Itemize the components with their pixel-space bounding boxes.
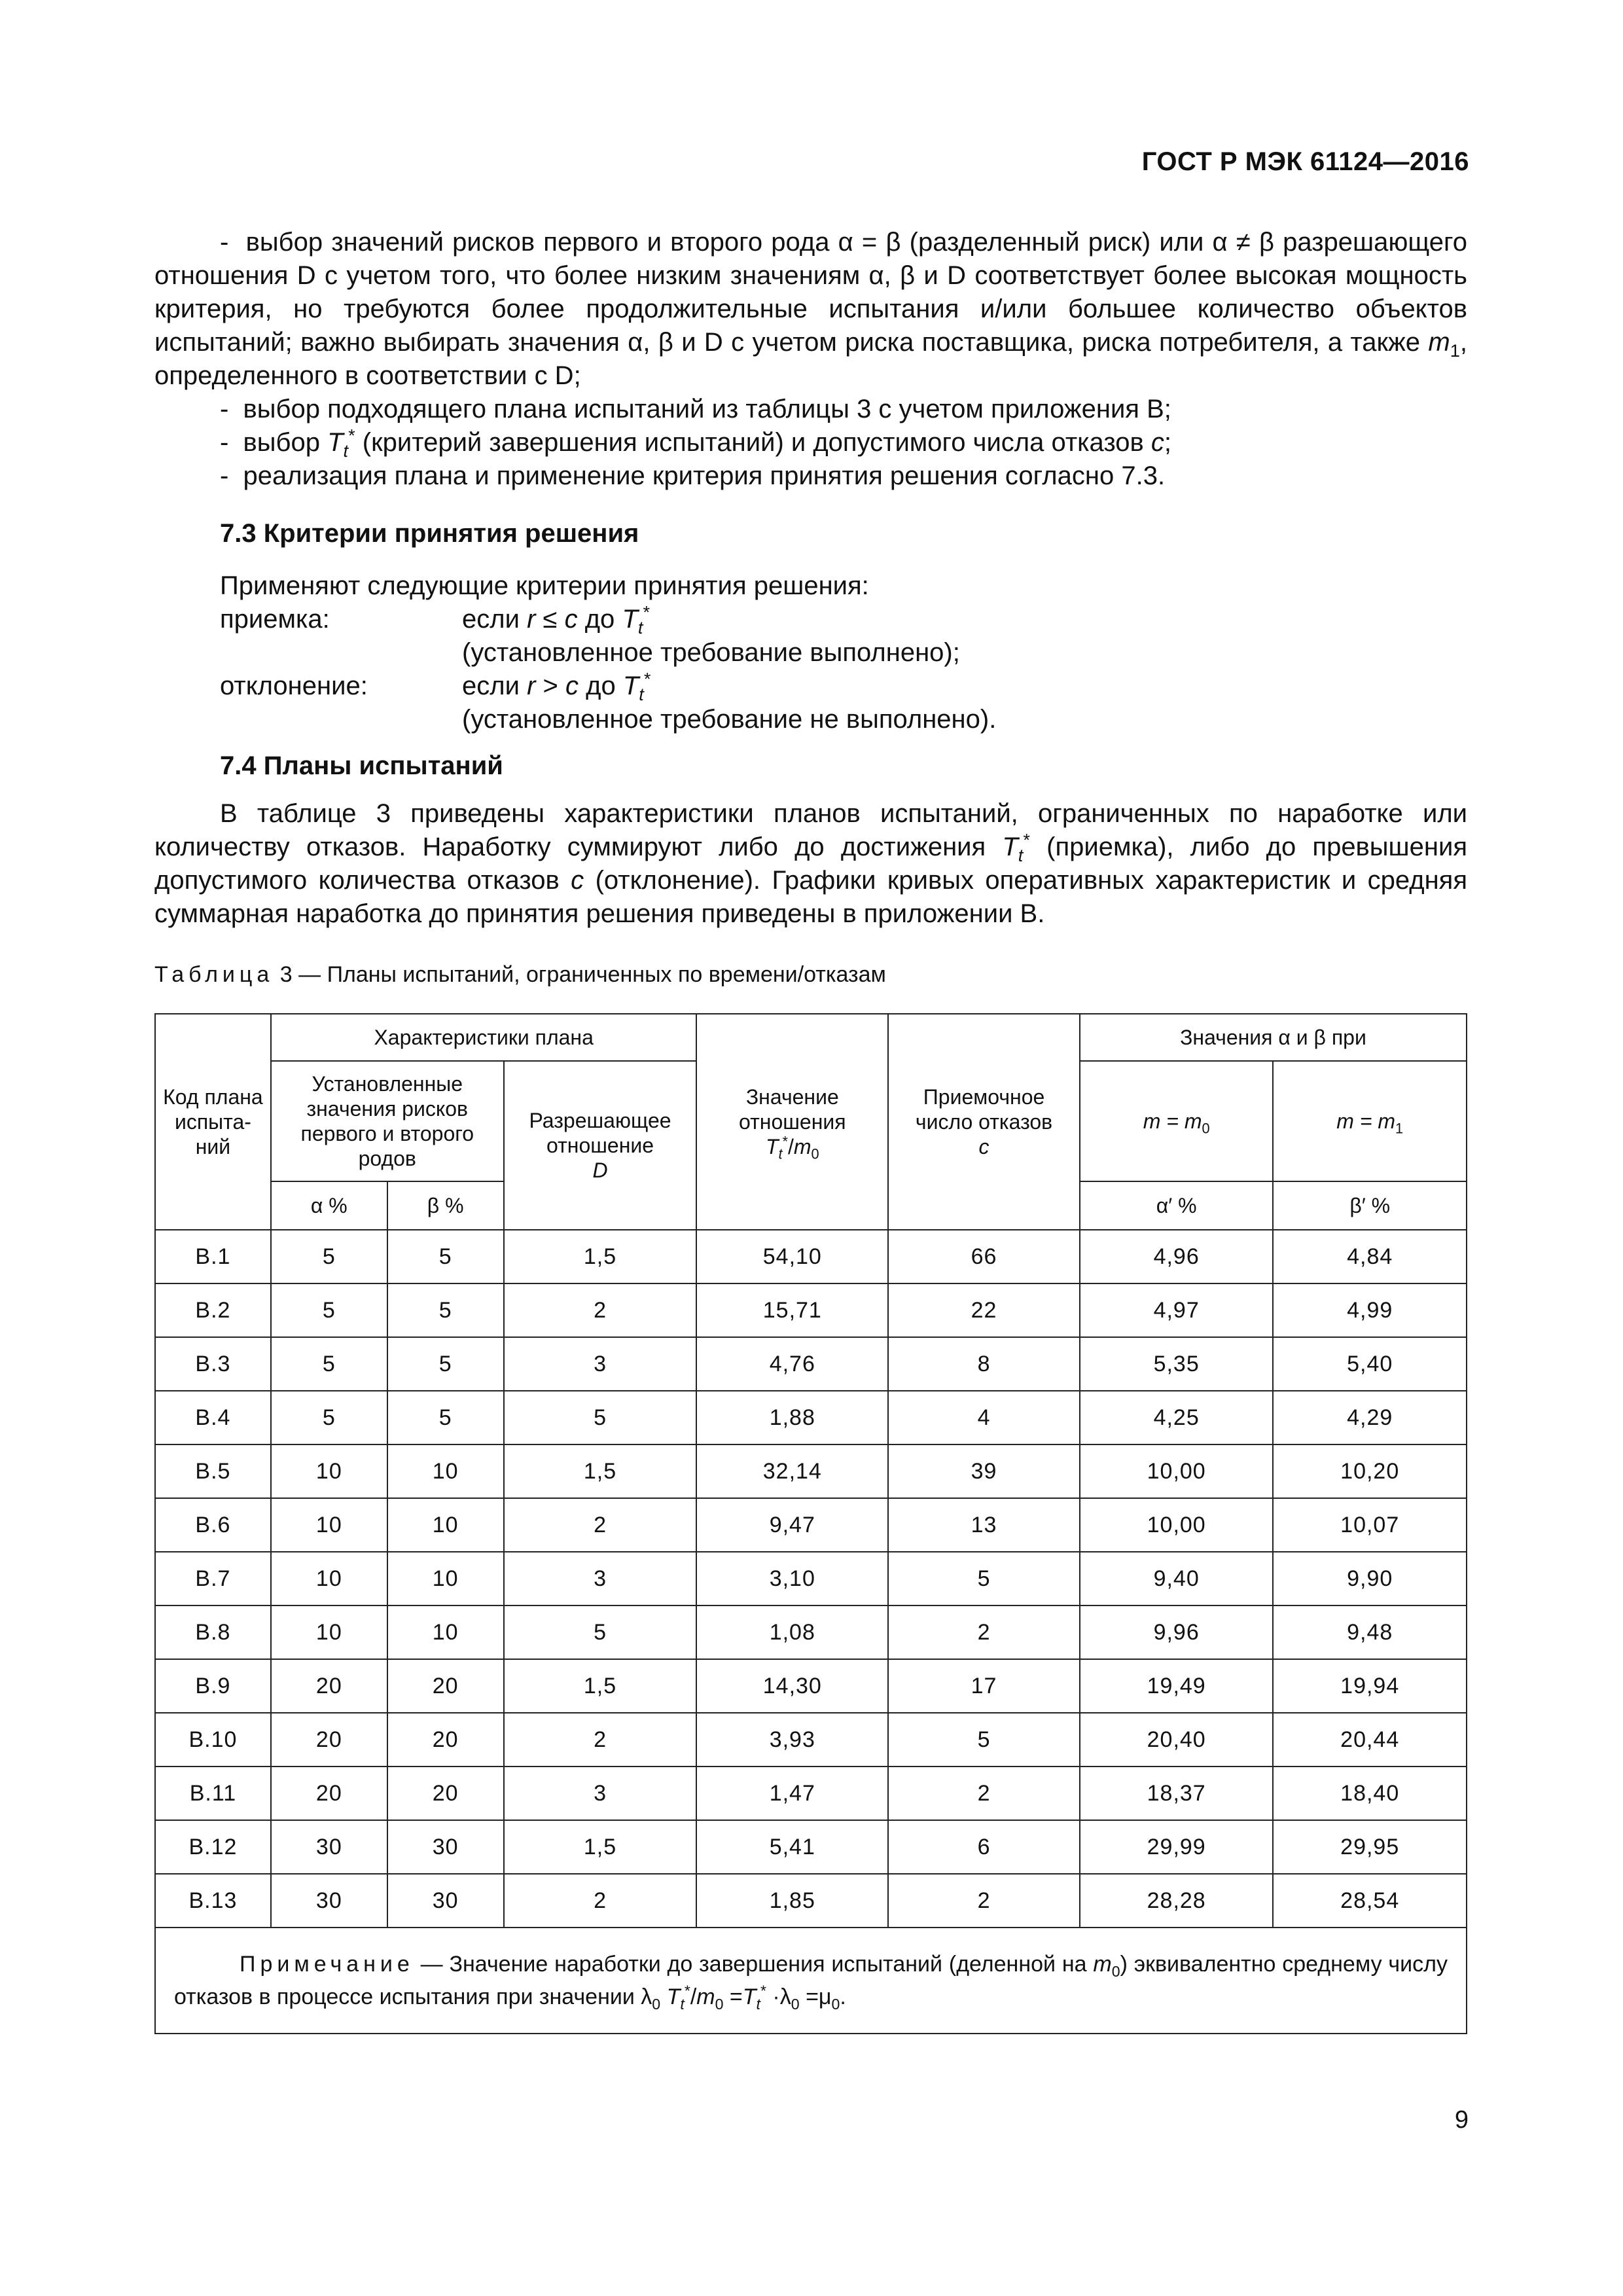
cell-ratio: 1,08 bbox=[696, 1605, 888, 1659]
table-row bbox=[155, 1230, 1467, 1283]
cell-discrimination-ratio: 3 bbox=[504, 1337, 697, 1391]
cell-beta-prime: 10,20 bbox=[1273, 1444, 1467, 1498]
cell-beta: 20 bbox=[387, 1713, 504, 1767]
cell-beta-prime: 5,40 bbox=[1273, 1337, 1467, 1391]
header-beta-prime: β′ % bbox=[1273, 1181, 1467, 1230]
cell-discrimination-ratio: 2 bbox=[504, 1713, 697, 1767]
cell-beta-prime: 10,07 bbox=[1273, 1498, 1467, 1552]
cell-plan-code: B.4 bbox=[155, 1391, 271, 1444]
cell-discrimination-ratio: 2 bbox=[504, 1283, 697, 1337]
cell-beta-prime: 19,94 bbox=[1273, 1659, 1467, 1713]
cell-alpha: 20 bbox=[271, 1713, 387, 1767]
criteria-intro: Применяют следующие критерии принятия решения: bbox=[220, 571, 869, 600]
criteria-reject-note: (установленное требование не выполнено). bbox=[462, 705, 997, 734]
cell-discrimination-ratio: 3 bbox=[504, 1552, 697, 1605]
cell-ratio: 54,10 bbox=[696, 1230, 888, 1283]
cell-alpha-prime: 4,25 bbox=[1080, 1391, 1274, 1444]
intro-item-2: - выбор подходящего плана испытаний из таблицы 3 с учетом приложения B; bbox=[220, 395, 1171, 423]
header-plan-characteristics: Характеристики плана bbox=[271, 1014, 697, 1061]
page-number: 9 bbox=[1454, 2106, 1469, 2134]
cell-beta: 5 bbox=[387, 1337, 504, 1391]
cell-plan-code: B.9 bbox=[155, 1659, 271, 1713]
cell-discrimination-ratio: 3 bbox=[504, 1767, 697, 1820]
cell-alpha: 30 bbox=[271, 1820, 387, 1874]
cell-acceptance-number: 2 bbox=[888, 1605, 1080, 1659]
intro-item-4: - реализация плана и применение критерия принятия решения согласно 7.3. bbox=[220, 461, 1166, 490]
intro-list bbox=[154, 226, 1467, 493]
criteria-accept: приемка: если r ≤ c до $T_t^*$ bbox=[220, 601, 651, 637]
table-caption: Таблица 3 — Планы испытаний, ограниченных по времени/отказам bbox=[154, 962, 886, 987]
cell-discrimination-ratio: 5 bbox=[504, 1391, 697, 1444]
cell-plan-code: B.7 bbox=[155, 1552, 271, 1605]
table-row bbox=[155, 1552, 1467, 1605]
header-discrimination-ratio: Разрешающее отношение D bbox=[504, 1061, 697, 1230]
header-alpha: α % bbox=[271, 1181, 387, 1230]
cell-alpha-prime: 9,96 bbox=[1080, 1605, 1274, 1659]
table-row bbox=[155, 1498, 1467, 1552]
cell-beta: 5 bbox=[387, 1230, 504, 1283]
cell-alpha: 5 bbox=[271, 1391, 387, 1444]
cell-beta-prime: 9,48 bbox=[1273, 1605, 1467, 1659]
cell-plan-code: B.5 bbox=[155, 1444, 271, 1498]
cell-beta-prime: 29,95 bbox=[1273, 1820, 1467, 1874]
header-alpha-prime: α′ % bbox=[1080, 1181, 1274, 1230]
table-row bbox=[155, 1391, 1467, 1444]
test-plans-table bbox=[154, 1013, 1467, 2034]
cell-beta: 10 bbox=[387, 1605, 504, 1659]
cell-plan-code: B.3 bbox=[155, 1337, 271, 1391]
cell-discrimination-ratio: 1,5 bbox=[504, 1444, 697, 1498]
cell-beta-prime: 4,29 bbox=[1273, 1391, 1467, 1444]
cell-acceptance-number: 2 bbox=[888, 1767, 1080, 1820]
section-7-3-heading: 7.3 Критерии принятия решения bbox=[220, 519, 639, 548]
cell-discrimination-ratio: 1,5 bbox=[504, 1230, 697, 1283]
cell-alpha: 5 bbox=[271, 1230, 387, 1283]
cell-alpha: 30 bbox=[271, 1874, 387, 1928]
cell-ratio: 1,85 bbox=[696, 1874, 888, 1928]
cell-ratio: 9,47 bbox=[696, 1498, 888, 1552]
cell-ratio: 32,14 bbox=[696, 1444, 888, 1498]
cell-plan-code: B.12 bbox=[155, 1820, 271, 1874]
cell-alpha: 10 bbox=[271, 1605, 387, 1659]
cell-plan-code: B.2 bbox=[155, 1283, 271, 1337]
cell-alpha-prime: 19,49 bbox=[1080, 1659, 1274, 1713]
cell-ratio: 5,41 bbox=[696, 1820, 888, 1874]
table-row bbox=[155, 1444, 1467, 1498]
criteria-reject: отклонение: если r > c до $T_t^*$ bbox=[220, 668, 651, 704]
table-row bbox=[155, 1713, 1467, 1767]
cell-alpha-prime: 9,40 bbox=[1080, 1552, 1274, 1605]
cell-alpha: 5 bbox=[271, 1337, 387, 1391]
section-7-4-paragraph: В таблице 3 приведены характеристики планов испытаний, ограниченных по наработке или количеству отказов. Наработку суммируют либо до достижения $T_t^*$ (приемка), либо до превышения допустимого количества отказов c (отклонение). Графики кривых оперативных характеристик и средняя суммарная наработка до принятия решения приведены в приложении B. bbox=[154, 799, 1468, 928]
table-row bbox=[155, 1820, 1467, 1874]
cell-beta-prime: 28,54 bbox=[1273, 1874, 1467, 1928]
cell-acceptance-number: 5 bbox=[888, 1552, 1080, 1605]
cell-alpha: 20 bbox=[271, 1767, 387, 1820]
cell-alpha-prime: 29,99 bbox=[1080, 1820, 1274, 1874]
cell-ratio: 4,76 bbox=[696, 1337, 888, 1391]
cell-beta-prime: 9,90 bbox=[1273, 1552, 1467, 1605]
cell-acceptance-number: 66 bbox=[888, 1230, 1080, 1283]
cell-ratio: 1,88 bbox=[696, 1391, 888, 1444]
cell-plan-code: B.6 bbox=[155, 1498, 271, 1552]
table-row bbox=[155, 1605, 1467, 1659]
cell-acceptance-number: 5 bbox=[888, 1713, 1080, 1767]
cell-alpha-prime: 4,96 bbox=[1080, 1230, 1274, 1283]
intro-item-3: - выбор $T_t^*$ (критерий завершения испытаний) и допустимого числа отказов c; bbox=[220, 425, 1171, 461]
header-m-equals-m1: $m = m_1$ bbox=[1273, 1061, 1467, 1181]
cell-beta: 10 bbox=[387, 1552, 504, 1605]
cell-ratio: 15,71 bbox=[696, 1283, 888, 1337]
table-row bbox=[155, 1283, 1467, 1337]
cell-beta-prime: 18,40 bbox=[1273, 1767, 1467, 1820]
criteria-block bbox=[220, 569, 1463, 736]
criteria-accept-note: (установленное требование выполнено); bbox=[462, 638, 960, 667]
cell-alpha-prime: 28,28 bbox=[1080, 1874, 1274, 1928]
cell-acceptance-number: 39 bbox=[888, 1444, 1080, 1498]
cell-beta: 10 bbox=[387, 1498, 504, 1552]
header-risks: Установленные значения рисков первого и второго родов bbox=[271, 1061, 504, 1181]
cell-plan-code: B.13 bbox=[155, 1874, 271, 1928]
table-row bbox=[155, 1767, 1467, 1820]
cell-acceptance-number: 22 bbox=[888, 1283, 1080, 1337]
cell-plan-code: B.1 bbox=[155, 1230, 271, 1283]
cell-ratio: 3,10 bbox=[696, 1552, 888, 1605]
cell-alpha-prime: 4,97 bbox=[1080, 1283, 1274, 1337]
cell-discrimination-ratio: 5 bbox=[504, 1605, 697, 1659]
cell-ratio: 14,30 bbox=[696, 1659, 888, 1713]
cell-alpha-prime: 5,35 bbox=[1080, 1337, 1274, 1391]
cell-alpha: 10 bbox=[271, 1498, 387, 1552]
cell-beta: 20 bbox=[387, 1767, 504, 1820]
cell-acceptance-number: 4 bbox=[888, 1391, 1080, 1444]
cell-alpha: 10 bbox=[271, 1552, 387, 1605]
cell-beta: 5 bbox=[387, 1283, 504, 1337]
header-beta: β % bbox=[387, 1181, 504, 1230]
header-alpha-beta-values: Значения α и β при bbox=[1080, 1014, 1467, 1061]
table-row bbox=[155, 1874, 1467, 1928]
cell-alpha-prime: 20,40 bbox=[1080, 1713, 1274, 1767]
header-acceptance-number: Приемочное число отказов c bbox=[888, 1014, 1080, 1230]
section-7-4-heading: 7.4 Планы испытаний bbox=[220, 751, 503, 780]
cell-acceptance-number: 13 bbox=[888, 1498, 1080, 1552]
cell-alpha-prime: 18,37 bbox=[1080, 1767, 1274, 1820]
cell-discrimination-ratio: 2 bbox=[504, 1874, 697, 1928]
table-body bbox=[155, 1230, 1467, 1928]
cell-ratio: 3,93 bbox=[696, 1713, 888, 1767]
cell-alpha: 20 bbox=[271, 1659, 387, 1713]
cell-beta-prime: 4,99 bbox=[1273, 1283, 1467, 1337]
cell-beta: 30 bbox=[387, 1874, 504, 1928]
cell-beta-prime: 20,44 bbox=[1273, 1713, 1467, 1767]
cell-beta: 10 bbox=[387, 1444, 504, 1498]
cell-alpha: 10 bbox=[271, 1444, 387, 1498]
cell-beta: 20 bbox=[387, 1659, 504, 1713]
header-ratio: Значение отношения $T_t^*/m_0$ bbox=[696, 1014, 888, 1230]
cell-discrimination-ratio: 2 bbox=[504, 1498, 697, 1552]
cell-beta: 5 bbox=[387, 1391, 504, 1444]
intro-item-1: - выбор значений рисков первого и второго рода α = β (разделенный риск) или α ≠ β разрешающего отношения D с учетом того, что более низким значениям α, β и D соответствует более высокая мощность критерия, но требуются более продолжительные испытания и/или большее количество объектов испытаний; важно выбирать значения α, β и D с учетом риска поставщика, риска потребителя, а также $m_1$, определенного в соответствии с D; bbox=[154, 228, 1467, 390]
table-row bbox=[155, 1659, 1467, 1713]
cell-beta: 30 bbox=[387, 1820, 504, 1874]
cell-plan-code: B.11 bbox=[155, 1767, 271, 1820]
cell-discrimination-ratio: 1,5 bbox=[504, 1820, 697, 1874]
header-plan-code: Код плана испыта-ний bbox=[155, 1014, 271, 1230]
cell-acceptance-number: 17 bbox=[888, 1659, 1080, 1713]
cell-ratio: 1,47 bbox=[696, 1767, 888, 1820]
cell-acceptance-number: 2 bbox=[888, 1874, 1080, 1928]
cell-alpha-prime: 10,00 bbox=[1080, 1498, 1274, 1552]
cell-alpha: 5 bbox=[271, 1283, 387, 1337]
cell-plan-code: B.10 bbox=[155, 1713, 271, 1767]
cell-alpha-prime: 10,00 bbox=[1080, 1444, 1274, 1498]
table-row bbox=[155, 1337, 1467, 1391]
cell-discrimination-ratio: 1,5 bbox=[504, 1659, 697, 1713]
cell-acceptance-number: 8 bbox=[888, 1337, 1080, 1391]
header-m-equals-m0: $m = m_0$ bbox=[1080, 1061, 1274, 1181]
cell-acceptance-number: 6 bbox=[888, 1820, 1080, 1874]
cell-beta-prime: 4,84 bbox=[1273, 1230, 1467, 1283]
document-code-header: ГОСТ Р МЭК 61124—2016 bbox=[1141, 147, 1469, 176]
cell-plan-code: B.8 bbox=[155, 1605, 271, 1659]
table-note: Примечание — Значение наработки до завершения испытаний (деленной на $m_0$) эквивалентно среднему числу отказов в процессе испытания при значении $\lambda_0$ $T_t^*/m_0 =T_t^* \cdot\lambda_0 =\mu_0$. bbox=[155, 1928, 1467, 2034]
